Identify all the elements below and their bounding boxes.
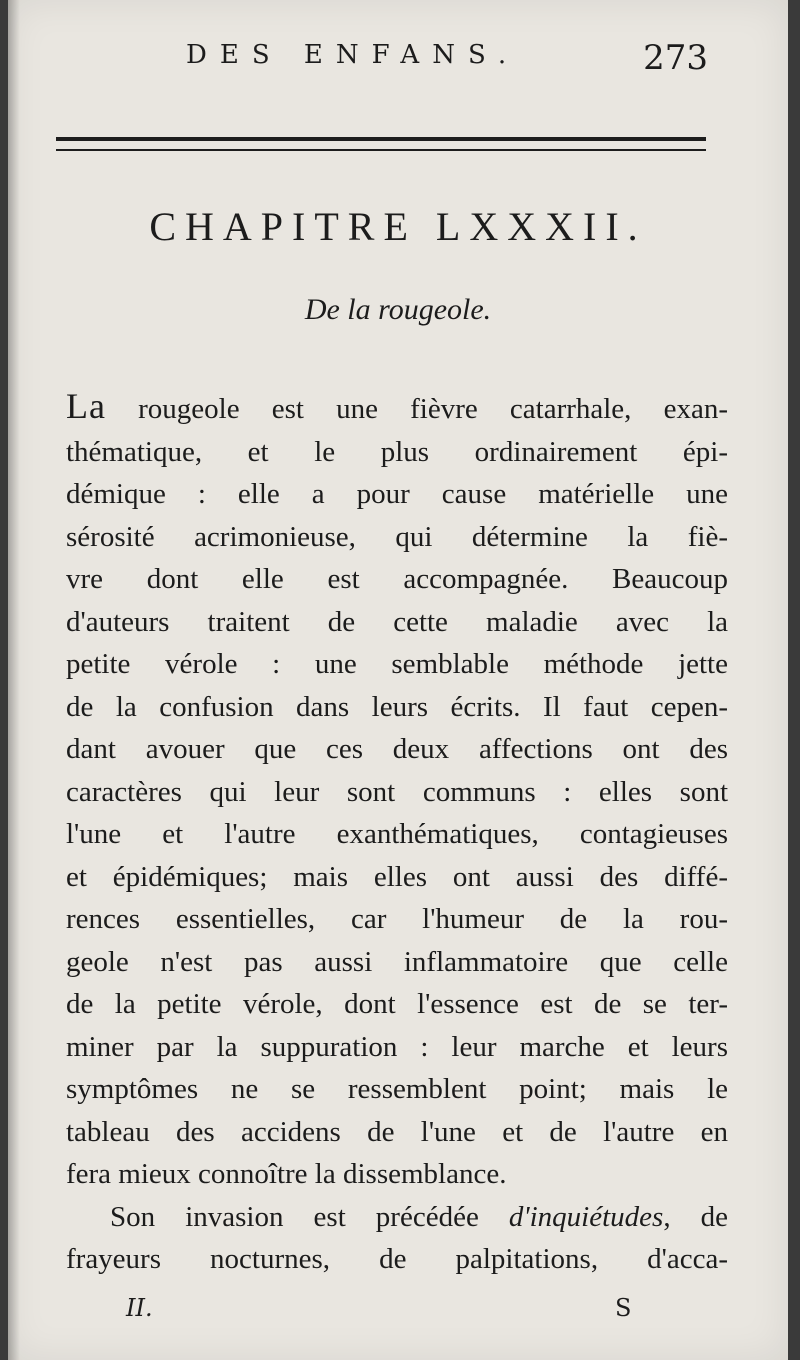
signature-mark: II. <box>126 1294 153 1322</box>
book-page <box>8 0 788 1360</box>
text-line: l'une et l'autre exanthématiques, contagieuses <box>66 818 728 850</box>
body-text <box>66 385 728 1281</box>
text-line: de la petite vérole, dont l'essence est de se ter- <box>66 988 728 1020</box>
text-line: thématique, et le plus ordinairement épi- <box>66 435 728 468</box>
text-line: caractères qui leur sont communs : elles sont <box>66 775 728 808</box>
text-line: rences essentielles, car l'humeur de la rou- <box>66 903 728 935</box>
text-line: Son invasion est précédée d'inquiétudes, de <box>110 1200 728 1233</box>
text-line: de la confusion dans leurs écrits. Il faut cepen- <box>66 690 728 723</box>
text-line: et épidémiques; mais elles ont aussi des diffé- <box>66 860 728 893</box>
running-head-title: DES ENFANS. <box>186 40 520 70</box>
header-rule-thin <box>56 149 706 151</box>
text-line: d'auteurs traitent de cette maladie avec la <box>66 605 728 638</box>
header-rule-thick <box>56 137 706 141</box>
signature-letter: S <box>615 1294 632 1322</box>
text-line: frayeurs nocturnes, de palpitations, d'acca- <box>66 1243 728 1275</box>
chapter-title: CHAPITRE LXXXII. <box>149 204 647 249</box>
text-line: tableau des accidens de l'une et de l'autre en <box>66 1115 728 1148</box>
text-line: symptômes ne se ressemblent point; mais le <box>66 1073 728 1105</box>
drop-cap: La <box>66 386 106 426</box>
text-line: La rougeole est une fièvre catarrhale, exan- <box>66 386 728 426</box>
text-line: fera mieux connoître la dissemblance. <box>66 1158 507 1190</box>
chapter-subtitle: De la rougeole. <box>304 293 492 326</box>
page-number: 273 <box>643 38 708 78</box>
text-line: sérosité acrimonieuse, qui détermine la fiè- <box>66 520 728 553</box>
text-line: dant avouer que ces deux affections ont des <box>66 733 728 765</box>
text-line: démique : elle a pour cause matérielle une <box>66 478 728 510</box>
text-line: geole n'est pas aussi inflammatoire que celle <box>66 945 728 978</box>
text-line: petite vérole : une semblable méthode jette <box>66 648 728 680</box>
text-line: miner par la suppuration : leur marche et leurs <box>66 1030 728 1063</box>
text-line: vre dont elle est accompagnée. Beaucoup <box>66 563 728 595</box>
running-head <box>8 34 788 84</box>
